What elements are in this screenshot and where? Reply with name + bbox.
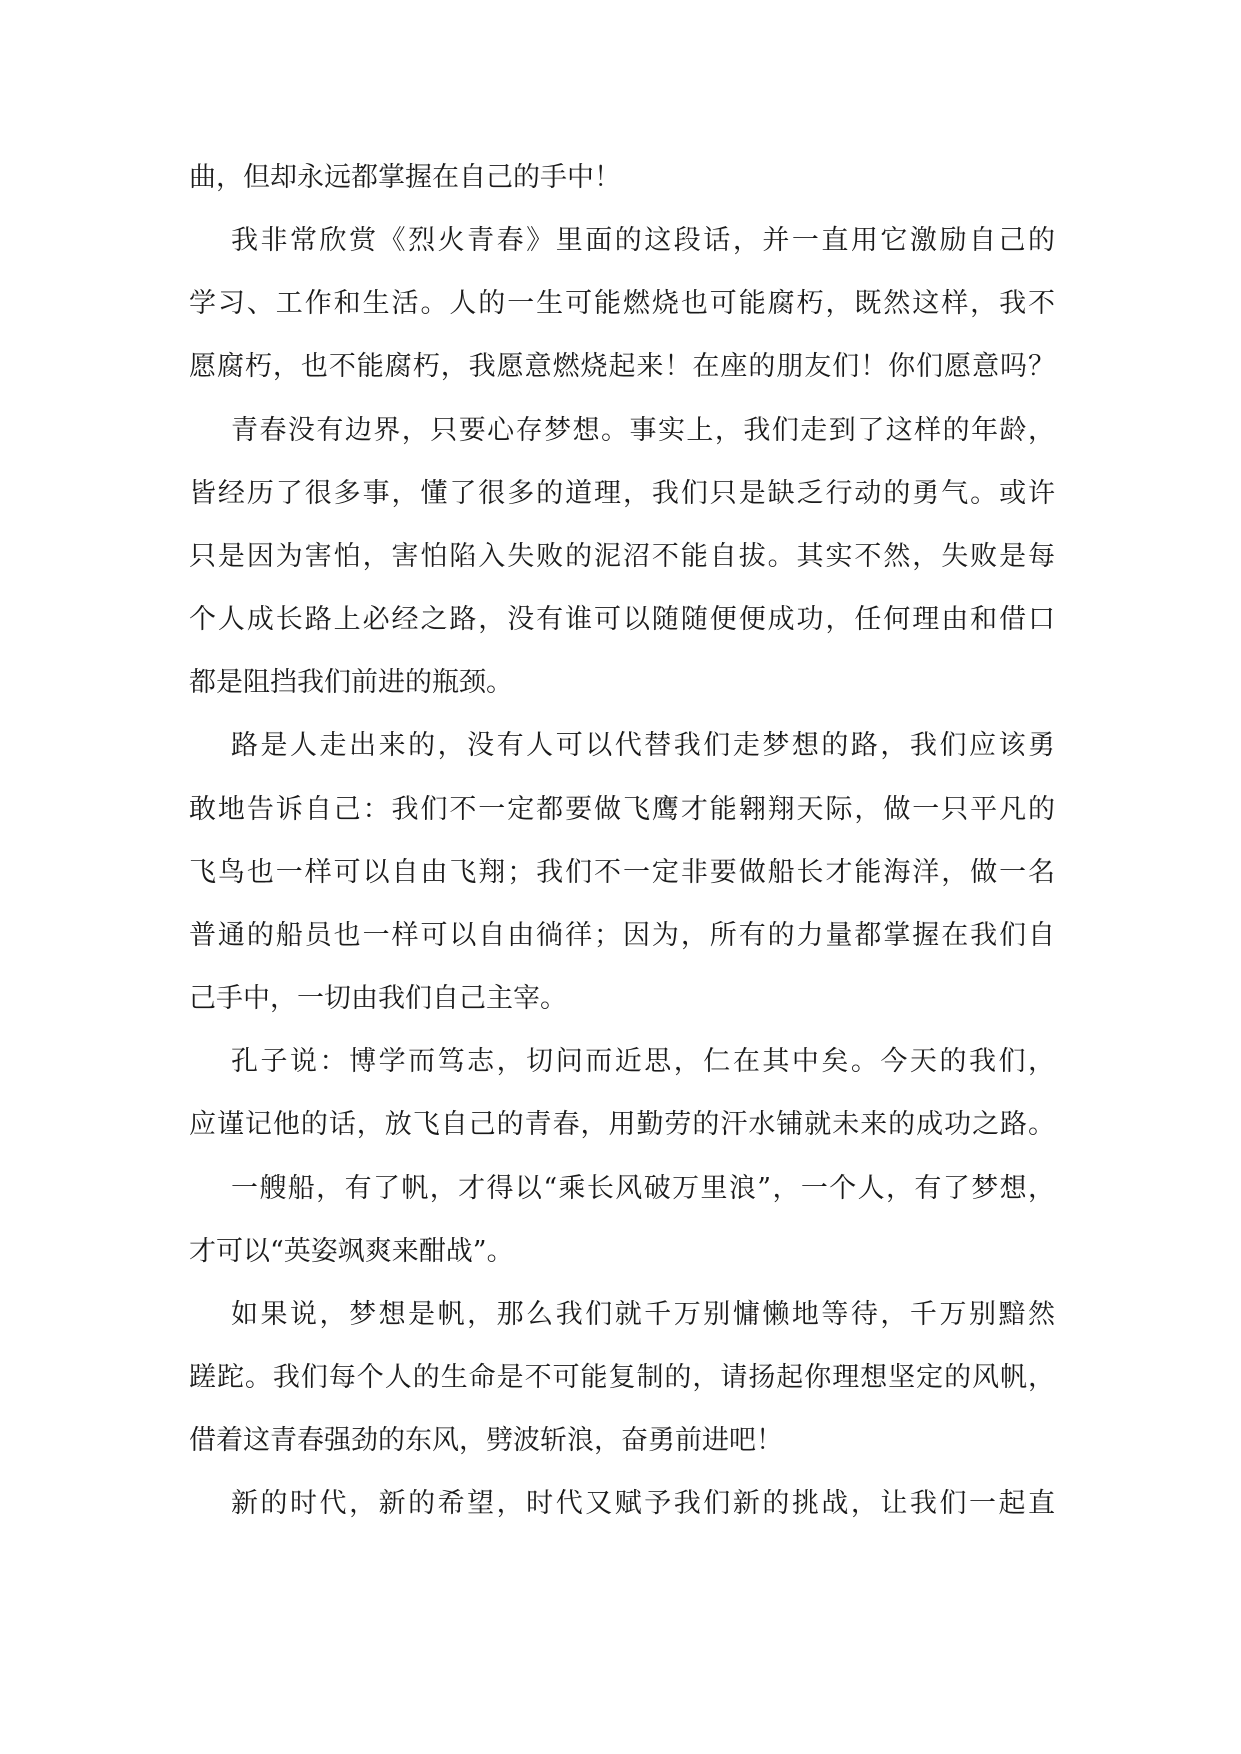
text-line: 敢地告诉自己：我们不一定都要做飞鹰才能翱翔天际，做一只平凡的	[189, 794, 1055, 825]
paragraph-first-line: 一艘船，有了帆，才得以“乘长风破万里浪”，一个人，有了梦想，	[231, 1173, 1055, 1204]
text-line: 才可以“英姿飒爽来酣战”。	[189, 1236, 514, 1267]
paragraph-first-line: 如果说，梦想是帆，那么我们就千万别慵懒地等待，千万别黯然	[231, 1299, 1055, 1330]
text-line: 应谨记他的话，放飞自己的青春，用勤劳的汗水铺就未来的成功之路。	[189, 1109, 1055, 1140]
paragraph-first-line: 我非常欣赏《烈火青春》里面的这段话，并一直用它激励自己的	[231, 225, 1055, 256]
text-line: 个人成长路上必经之路，没有谁可以随随便便成功，任何理由和借口	[189, 604, 1055, 635]
text-line: 只是因为害怕，害怕陷入失败的泥沼不能自拔。其实不然，失败是每	[189, 541, 1055, 572]
text-line: 都是阻挡我们前进的瓶颈。	[189, 667, 513, 698]
paragraph-first-line: 新的时代，新的希望，时代又赋予我们新的挑战，让我们一起直	[231, 1488, 1055, 1519]
text-line: 普通的船员也一样可以自由徜徉；因为，所有的力量都掌握在我们自	[189, 920, 1055, 951]
paragraph-first-line: 青春没有边界，只要心存梦想。事实上，我们走到了这样的年龄，	[231, 415, 1055, 446]
text-line: 蹉跎。我们每个人的生命是不可能复制的，请扬起你理想坚定的风帆，	[189, 1362, 1055, 1393]
text-line: 学习、工作和生活。人的一生可能燃烧也可能腐朽，既然这样，我不	[189, 288, 1055, 319]
text-line: 曲，但却永远都掌握在自己的手中！	[189, 162, 621, 193]
text-line: 借着这青春强劲的东风，劈波斩浪，奋勇前进吧！	[189, 1425, 783, 1456]
text-line: 皆经历了很多事，懂了很多的道理，我们只是缺乏行动的勇气。或许	[189, 478, 1055, 509]
paragraph-first-line: 孔子说：博学而笃志，切问而近思，仁在其中矣。今天的我们，	[231, 1046, 1055, 1077]
text-line: 己手中，一切由我们自己主宰。	[189, 983, 567, 1014]
text-line: 愿腐朽，也不能腐朽，我愿意燃烧起来！在座的朋友们！你们愿意吗？	[189, 351, 1055, 382]
text-line: 飞鸟也一样可以自由飞翔；我们不一定非要做船长才能海洋，做一名	[189, 857, 1055, 888]
paragraph-first-line: 路是人走出来的，没有人可以代替我们走梦想的路，我们应该勇	[231, 730, 1055, 761]
